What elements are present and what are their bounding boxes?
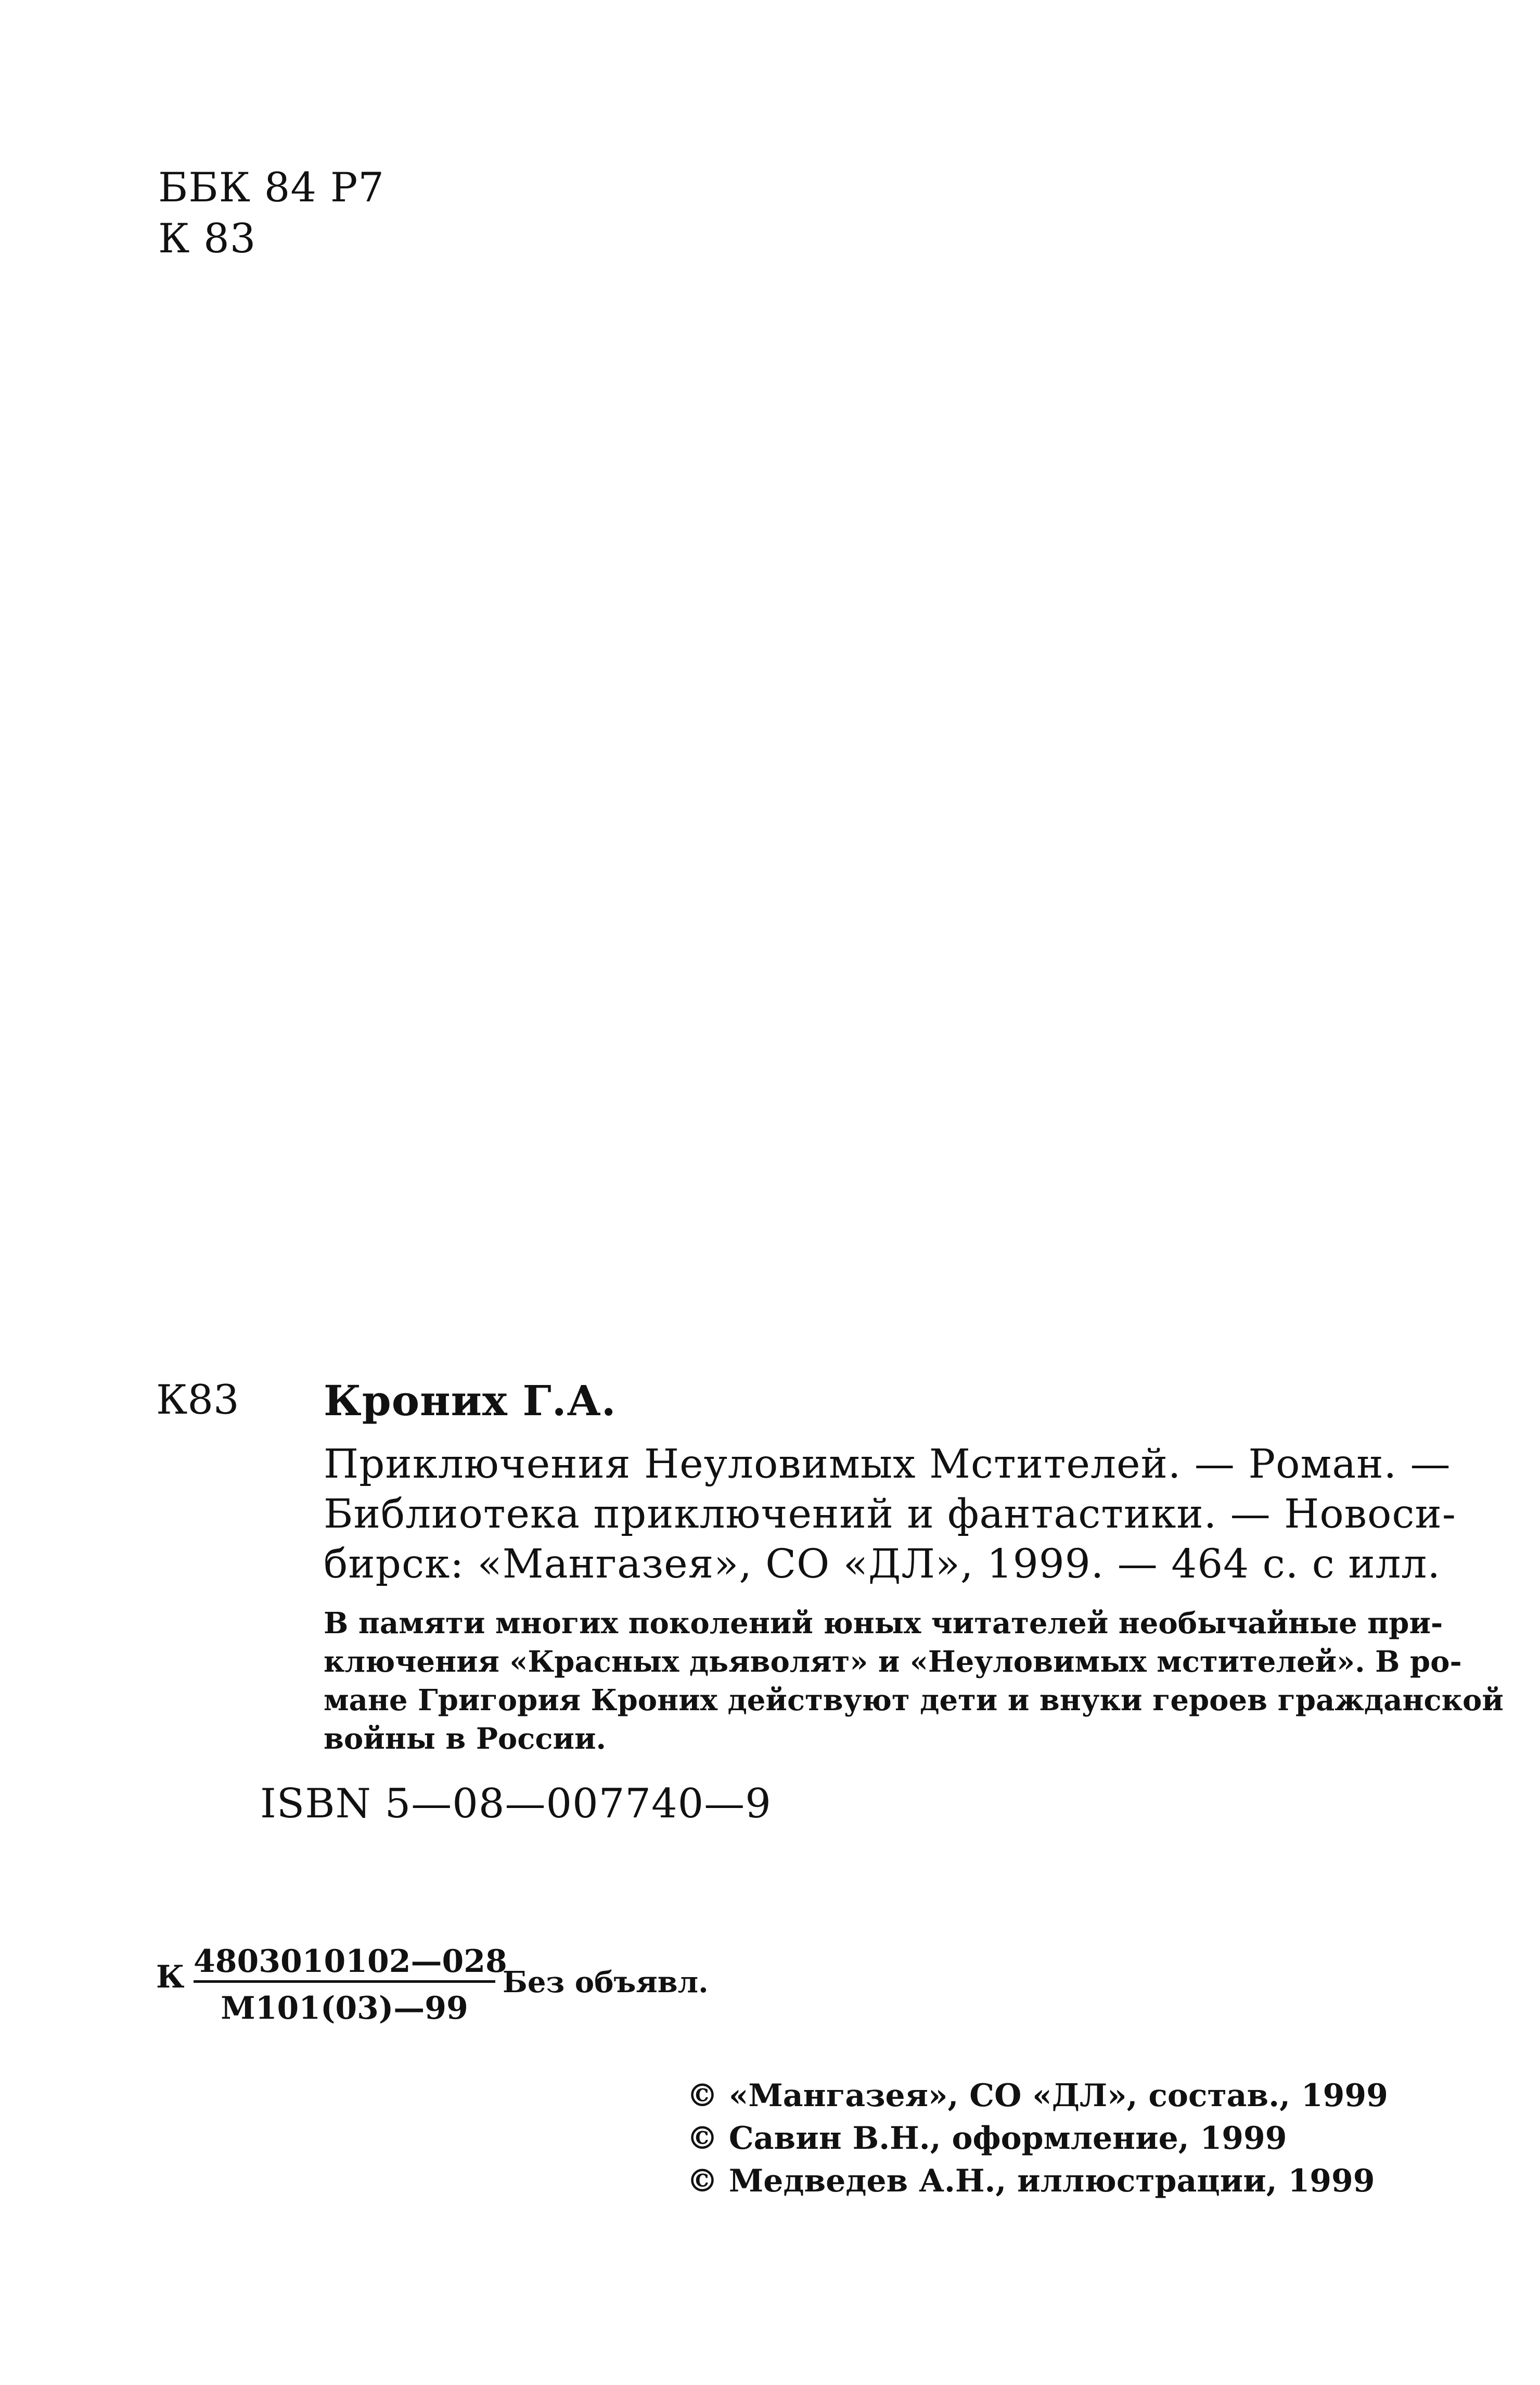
description-line: бирск: «Мангазея», СО «ДЛ», 1999. — 464 с. с илл.	[324, 1541, 1441, 1587]
index-numerator: 4803010102—028	[194, 1943, 507, 1980]
annotation-line: В памяти многих поколений юных читателей необычайные при-	[324, 1606, 1443, 1640]
isbn: ISBN 5—08—007740—9	[260, 1780, 772, 1827]
index-note: Без объявл.	[503, 1965, 709, 1999]
author-name: Кроних Г.А.	[324, 1376, 617, 1425]
bbk-code: ББК 84 Р7	[158, 164, 384, 211]
description-line: Библиотека приключений и фантастики. — Новоси-	[324, 1491, 1456, 1537]
annotation-line: ключения «Красных дьяволят» и «Неуловимых мстителей». В ро-	[324, 1645, 1462, 1679]
card-code: К83	[156, 1377, 239, 1424]
copyright-line: © «Мангазея», СО «ДЛ», состав., 1999	[687, 2078, 1388, 2114]
annotation-line: мане Григория Кроних действуют дети и внуки героев гражданской	[324, 1683, 1504, 1717]
copyright-line: © Медведев А.Н., иллюстрации, 1999	[687, 2163, 1375, 2199]
annotation-line: войны в России.	[324, 1722, 607, 1756]
copyright-line: © Савин В.Н., оформление, 1999	[687, 2120, 1287, 2157]
fraction-bar	[194, 1980, 495, 1983]
author-mark: К 83	[158, 215, 256, 262]
description-line: Приключения Неуловимых Мстителей. — Роман. —	[324, 1441, 1451, 1488]
index-denominator: М101(03)—99	[221, 1990, 468, 2027]
index-prefix: К	[156, 1959, 185, 1995]
